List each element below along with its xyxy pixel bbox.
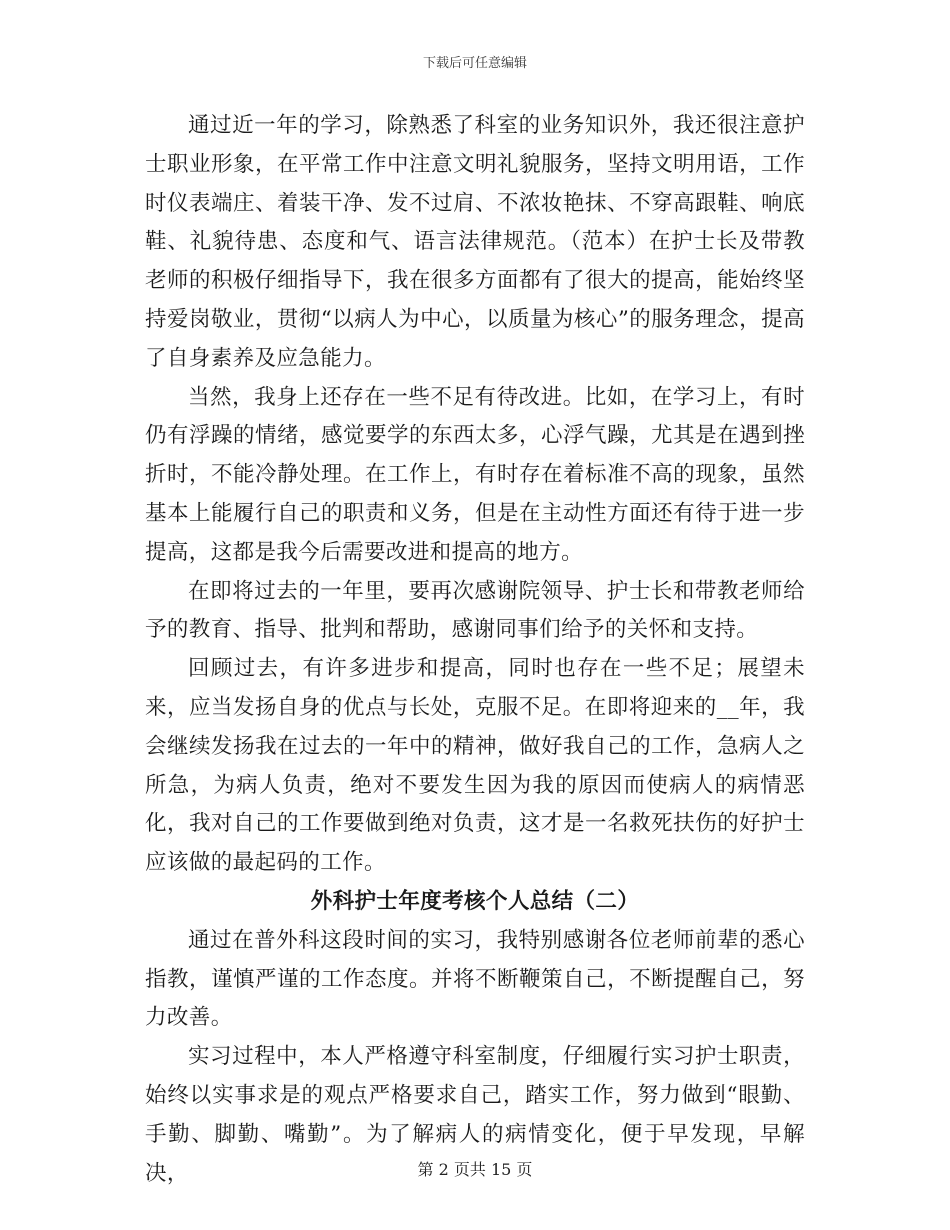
page-header-note: 下载后可任意编辑 bbox=[422, 56, 527, 71]
paragraph: 回顾过去，有许多进步和提高，同时也存在一些不足；展望未来，应当发扬自身的优点与长处，克服不足。在即将迎来的__年，我会继续发扬我在过去的一年中的精神，做好我自己的工作，急病人之所急，为病人负责，绝对不要发生因为我的原因而使病人的病情恶化，我对自己的工作要做到绝对负责，这才是一名救死扶伤的好护士应该做的最起码的工作。 bbox=[145, 656, 805, 876]
paragraph: 当然，我身上还存在一些不足有待改进。比如，在学习上，有时仍有浮躁的情绪，感觉要学的东西太多，心浮气躁，尤其是在遇到挫折时，不能冷静处理。在工作上，有时存在着标准不高的现象，虽然基本上能履行自己的职责和义务，但是在主动性方面还有待于进一步提高，这都是我今后需要改进和提高的地方。 bbox=[145, 384, 805, 565]
paragraph: 实习过程中，本人严格遵守科室制度，仔细履行实习护士职责，始终以实事求是的观点严格要求自己，踏实工作，努力做到“眼勤、手勤、脚勤、嘴勤”。为了解病人的病情变化，便于早发现，早解决， bbox=[145, 1044, 805, 1186]
document-body bbox=[145, 107, 805, 1193]
paragraph: 在即将过去的一年里，要再次感谢院领导、护士长和带教老师给予的教育、指导、批判和帮助，感谢同事们给予的关怀和支持。 bbox=[145, 578, 805, 643]
paragraph: 通过近一年的学习，除熟悉了科室的业务知识外，我还很注意护士职业形象，在平常工作中注意文明礼貌服务，坚持文明用语，工作时仪表端庄、着装干净、发不过肩、不浓妆艳抹、不穿高跟鞋、响底鞋、礼貌待患、态度和气、语言法律规范。（范本）在护士长及带教老师的积极仔细指导下，我在很多方面都有了很大的提高，能始终坚持爱岗敬业，贯彻“以病人为中心，以质量为核心”的服务理念，提高了自身素养及应急能力。 bbox=[145, 113, 805, 371]
page-number-footer: 第 2 页共 15 页 bbox=[417, 1160, 533, 1179]
section-title: 外科护士年度考核个人总结（二） bbox=[310, 888, 640, 914]
paragraph: 通过在普外科这段时间的实习，我特别感谢各位老师前辈的悉心指教，谨慎严谨的工作态度。并将不断鞭策自己，不断提醒自己，努力改善。 bbox=[145, 927, 805, 1031]
